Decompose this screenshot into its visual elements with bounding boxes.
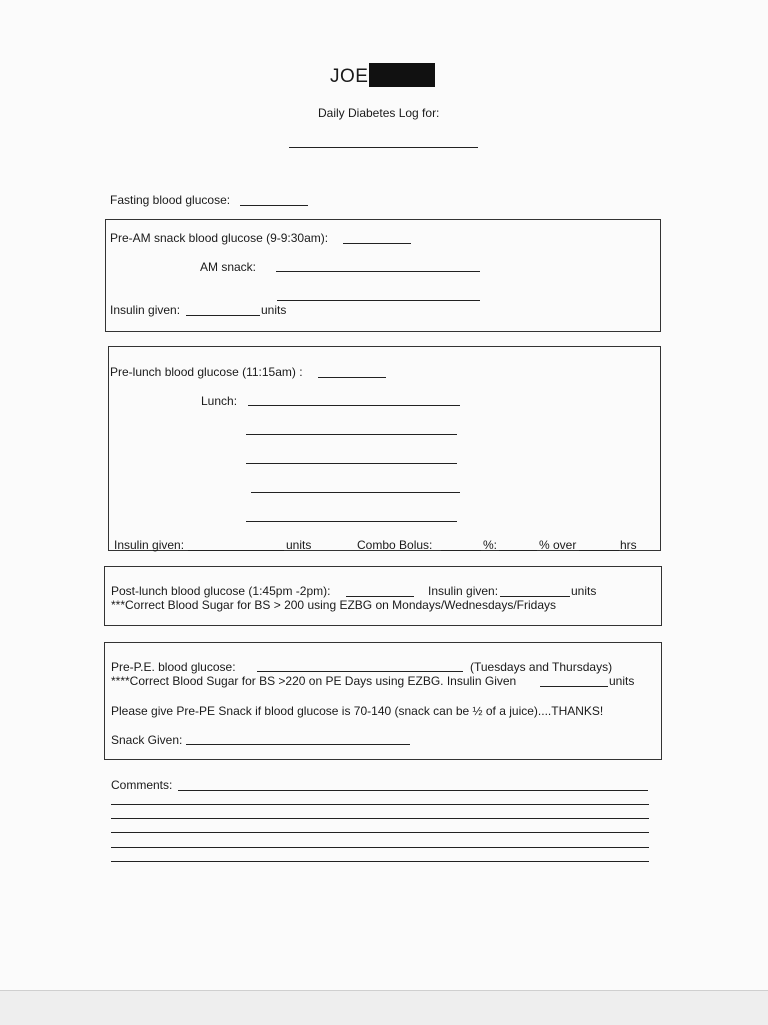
snack-given-label: Snack Given: — [111, 733, 183, 747]
pre-am-label: Pre-AM snack blood glucose (9-9:30am): — [110, 231, 329, 245]
pre-lunch-line[interactable] — [318, 377, 386, 378]
comments-line-6[interactable] — [111, 861, 649, 862]
percent-over-label: % over — [539, 538, 577, 552]
lunch-line-1[interactable] — [248, 405, 460, 406]
lunch-line-4[interactable] — [251, 492, 460, 493]
post-lunch-label: Post-lunch blood glucose (1:45pm -2pm): — [111, 584, 331, 598]
lunch-label: Lunch: — [201, 394, 238, 408]
combo-bolus-label: Combo Bolus: — [357, 538, 433, 552]
comments-line-4[interactable] — [111, 832, 649, 833]
pre-lunch-label: Pre-lunch blood glucose (11:15am) : — [110, 365, 303, 379]
comments-line-3[interactable] — [111, 818, 649, 819]
hours-line[interactable] — [579, 550, 619, 551]
combo-bolus-line[interactable] — [441, 550, 481, 551]
lunch-insulin-label: Insulin given: — [114, 538, 185, 552]
comments-line-1[interactable] — [178, 790, 648, 791]
percent-line[interactable] — [499, 550, 537, 551]
am-snack-line-2[interactable] — [277, 300, 480, 301]
post-lunch-line[interactable] — [346, 596, 414, 597]
am-units-label: units — [261, 303, 287, 317]
lunch-units-label: units — [286, 538, 312, 552]
date-line[interactable] — [289, 147, 478, 148]
pe-insulin-line[interactable] — [540, 686, 608, 687]
comments-line-2[interactable] — [111, 804, 649, 805]
log-subtitle: Daily Diabetes Log for: — [318, 106, 440, 120]
am-snack-label: AM snack: — [200, 260, 257, 274]
am-insulin-label: Insulin given: — [110, 303, 181, 317]
percent-label: %: — [483, 538, 498, 552]
scan-edge — [0, 990, 768, 1025]
post-lunch-units: units — [571, 584, 597, 598]
pre-pe-line[interactable] — [257, 671, 463, 672]
redaction-bar — [369, 63, 435, 87]
am-snack-line-1[interactable] — [276, 271, 480, 272]
fasting-label: Fasting blood glucose: — [110, 193, 231, 207]
am-insulin-line[interactable] — [186, 315, 260, 316]
post-lunch-insulin-label: Insulin given: — [428, 584, 499, 598]
pe-units-label: units — [609, 674, 635, 688]
patient-name: JOE — [330, 66, 369, 87]
lunch-line-5[interactable] — [246, 521, 457, 522]
hours-label: hrs — [620, 538, 637, 552]
pre-pe-label: Pre-P.E. blood glucose: — [111, 660, 236, 674]
pe-correction-note: ****Correct Blood Sugar for BS >220 on PE Days using EZBG. Insulin Given — [111, 674, 517, 688]
pe-snack-instruction: Please give Pre-PE Snack if blood glucose is 70-140 (snack can be ½ of a juice)....THANKS! — [111, 704, 604, 718]
comments-label: Comments: — [111, 778, 173, 792]
lunch-line-2[interactable] — [246, 434, 457, 435]
pre-am-line[interactable] — [343, 243, 411, 244]
fasting-line[interactable] — [240, 205, 308, 206]
comments-line-5[interactable] — [111, 847, 649, 848]
snack-given-line[interactable] — [186, 744, 410, 745]
pe-days-label: (Tuesdays and Thursdays) — [470, 660, 613, 674]
post-lunch-insulin-line[interactable] — [500, 596, 570, 597]
lunch-insulin-line[interactable] — [188, 550, 284, 551]
lunch-line-3[interactable] — [246, 463, 457, 464]
post-lunch-note: ***Correct Blood Sugar for BS > 200 using EZBG on Mondays/Wednesdays/Fridays — [111, 598, 557, 612]
